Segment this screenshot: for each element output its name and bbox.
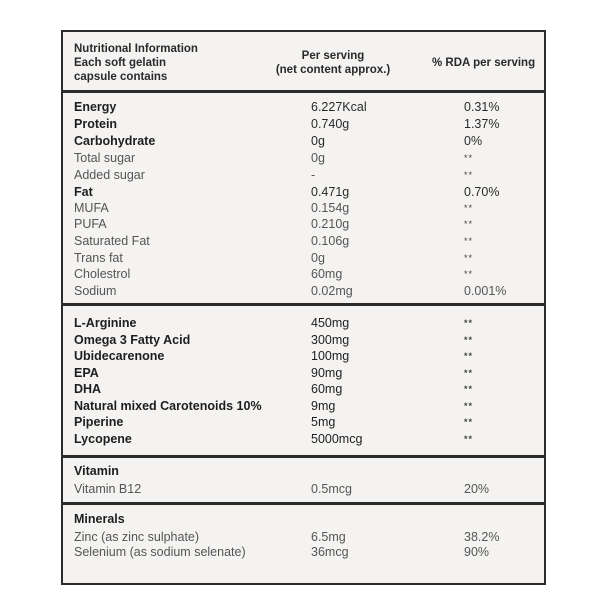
nutrient-rda: 0.70% [464, 185, 500, 199]
active-rda: ** [464, 351, 474, 361]
active-row [74, 365, 534, 381]
active-name: Omega 3 Fatty Acid [74, 333, 191, 347]
nutrient-value: 0.154g [311, 201, 350, 215]
nutrient-name: Trans fat [74, 251, 123, 265]
active-rda: ** [464, 318, 474, 328]
nutrient-name: Sodium [74, 284, 117, 298]
nutrition-row [74, 233, 534, 249]
section-divider [61, 303, 546, 306]
nutrition-row [74, 99, 534, 115]
vitamin-rda: 20% [464, 482, 490, 496]
header-col3 [432, 56, 535, 70]
vitamin-value: 0.5mcg [311, 482, 352, 496]
nutrient-rda: ** [464, 253, 474, 263]
header-divider [61, 90, 546, 93]
nutrient-value: 0.471g [311, 185, 350, 199]
active-name: Natural mixed Carotenoids 10% [74, 399, 262, 413]
header-col2 [268, 49, 398, 77]
nutrient-value: 6.227Kcal [311, 100, 367, 114]
mineral-row [74, 529, 534, 545]
active-rda: ** [464, 335, 474, 345]
nutrition-row [74, 116, 534, 132]
nutrition-row [74, 167, 534, 183]
nutrition-row [74, 250, 534, 266]
active-name: Piperine [74, 415, 124, 429]
active-rda: ** [464, 417, 474, 427]
nutrient-rda: 1.37% [464, 117, 500, 131]
section-divider [61, 455, 546, 458]
nutrient-name: Carbohydrate [74, 134, 156, 148]
header-col1-line: Nutritional Information [74, 43, 198, 55]
nutrient-name: Total sugar [74, 151, 136, 165]
vitamin-name: Vitamin B12 [74, 482, 142, 496]
active-name: DHA [74, 382, 102, 396]
nutrient-rda: 0% [464, 134, 483, 148]
active-value: 5mg [311, 415, 336, 429]
active-name: Lycopene [74, 432, 132, 446]
active-value: 9mg [311, 399, 336, 413]
active-rda: ** [464, 384, 474, 394]
nutrient-value: 0.740g [311, 117, 350, 131]
nutrition-row [74, 150, 534, 166]
nutrient-rda: ** [464, 269, 474, 279]
mineral-row [74, 544, 534, 560]
header-col1 [74, 42, 198, 84]
nutrient-value: 0.02mg [311, 284, 353, 298]
nutrient-rda: 0.001% [464, 284, 507, 298]
nutrient-value: - [311, 168, 316, 182]
active-value: 60mg [311, 382, 343, 396]
nutrient-value: 0g [311, 134, 325, 148]
active-name: EPA [74, 366, 99, 380]
nutrient-name: Fat [74, 185, 93, 199]
nutrition-row [74, 283, 534, 299]
header-col2-line: Per serving [301, 50, 365, 62]
active-row [74, 332, 534, 348]
nutrient-name: Cholestrol [74, 267, 131, 281]
mineral-name: Selenium (as sodium selenate) [74, 545, 246, 559]
header-col1-line: capsule contains [74, 71, 168, 83]
nutrient-value: 0.106g [311, 234, 350, 248]
active-rda: ** [464, 401, 474, 411]
mineral-value: 36mcg [311, 545, 349, 559]
vitamin-row [74, 481, 534, 497]
nutrient-rda: ** [464, 203, 474, 213]
active-rda: ** [464, 434, 474, 444]
nutrient-value: 0g [311, 251, 325, 265]
nutrient-name: Saturated Fat [74, 234, 150, 248]
nutrient-value: 0g [311, 151, 325, 165]
header-col3-label: % RDA per serving [432, 57, 536, 69]
nutrition-row [74, 216, 534, 232]
active-row [74, 398, 534, 414]
nutrient-value: 0.210g [311, 217, 350, 231]
mineral-value: 6.5mg [311, 530, 346, 544]
active-row [74, 348, 534, 364]
active-row [74, 381, 534, 397]
nutrient-name: Energy [74, 100, 117, 114]
section-divider [61, 502, 546, 505]
nutrition-row [74, 133, 534, 149]
active-row [74, 431, 534, 447]
active-rda: ** [464, 368, 474, 378]
nutrient-name: Added sugar [74, 168, 145, 182]
minerals-title: Minerals [74, 512, 125, 526]
active-row [74, 414, 534, 430]
nutrient-rda: ** [464, 170, 474, 180]
active-value: 100mg [311, 349, 350, 363]
nutrition-row [74, 200, 534, 216]
mineral-rda: 90% [464, 545, 490, 559]
nutrient-name: PUFA [74, 217, 107, 231]
active-value: 5000mcg [311, 432, 363, 446]
nutrition-row [74, 266, 534, 282]
active-name: L-Arginine [74, 316, 137, 330]
active-row [74, 315, 534, 331]
nutrient-rda: ** [464, 236, 474, 246]
nutrient-rda: ** [464, 153, 474, 163]
vitamin-title: Vitamin [74, 464, 119, 478]
mineral-rda: 38.2% [464, 530, 500, 544]
active-value: 300mg [311, 333, 350, 347]
header-col2-line: (net content approx.) [275, 64, 391, 76]
mineral-name: Zinc (as zinc sulphate) [74, 530, 200, 544]
nutrition-row [74, 184, 534, 200]
nutrient-rda: 0.31% [464, 100, 500, 114]
nutrient-value: 60mg [311, 267, 343, 281]
nutrient-name: Protein [74, 117, 118, 131]
nutrient-name: MUFA [74, 201, 109, 215]
active-value: 90mg [311, 366, 343, 380]
nutrient-rda: ** [464, 219, 474, 229]
header-col1-line: Each soft gelatin [74, 57, 167, 69]
active-value: 450mg [311, 316, 350, 330]
active-name: Ubidecarenone [74, 349, 165, 363]
